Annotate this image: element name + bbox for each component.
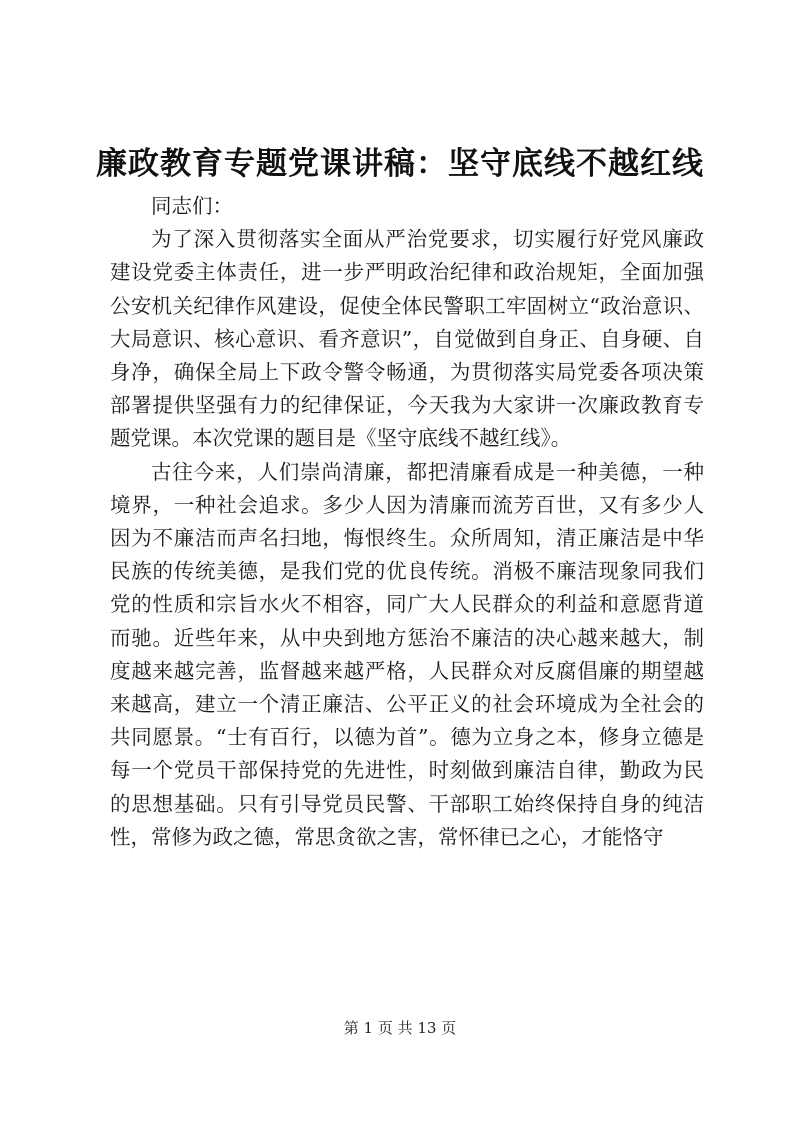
paragraph-2: 古往今来，人们崇尚清廉，都把清廉看成是一种美德，一种境界，一种社会追求。多少人因为清廉而流芳百世，又有多少人因为不廉洁而声名扫地，悔恨终生。众所周知，清正廉洁是中华民族的传统美德，是我们党的优良传统。消极不廉洁现象同我们党的性质和宗旨水火不相容，同广大人民群众的利益和意愿背道而驰。近些年来，从中央到地方惩治不廉洁的决心越来越大，制度越来越完善，监督越来越严格，人民群众对反腐倡廉的期望越来越高，建立一个清正廉洁、公平正义的社会环境成为全社会的共同愿景。“士有百行，以德为首”。德为立身之本，修身立德是每一个党员干部保持党的先进性，时刻做到廉洁自律，勤政为民的思想基础。只有引导党员民警、干部职工始终保持自身的纯洁性，常修为政之德，常思贪欲之害，常怀律已之心，才能恪守 bbox=[110, 459, 704, 849]
salutation: 同志们： bbox=[151, 194, 233, 218]
document-body bbox=[110, 190, 704, 854]
page-number-footer: 第 1 页 共 13 页 bbox=[343, 1019, 457, 1037]
document-title: 廉政教育专题党课讲稿：坚守底线不越红线 bbox=[96, 146, 704, 182]
paragraph-1: 为了深入贯彻落实全面从严治党要求，切实履行好党风廉政建设党委主体责任，进一步严明政治纪律和政治规矩，全面加强公安机关纪律作风建设，促使全体民警职工牢固树立“政治意识、大局意识、核心意识、看齐意识”，自觉做到自身正、自身硬、自身净，确保全局上下政令警令畅通，为贯彻落实局党委各项决策部署提供坚强有力的纪律保证，今天我为大家讲一次廉政教育专题党课。本次党课的题目是《坚守底线不越红线》。 bbox=[110, 227, 704, 451]
